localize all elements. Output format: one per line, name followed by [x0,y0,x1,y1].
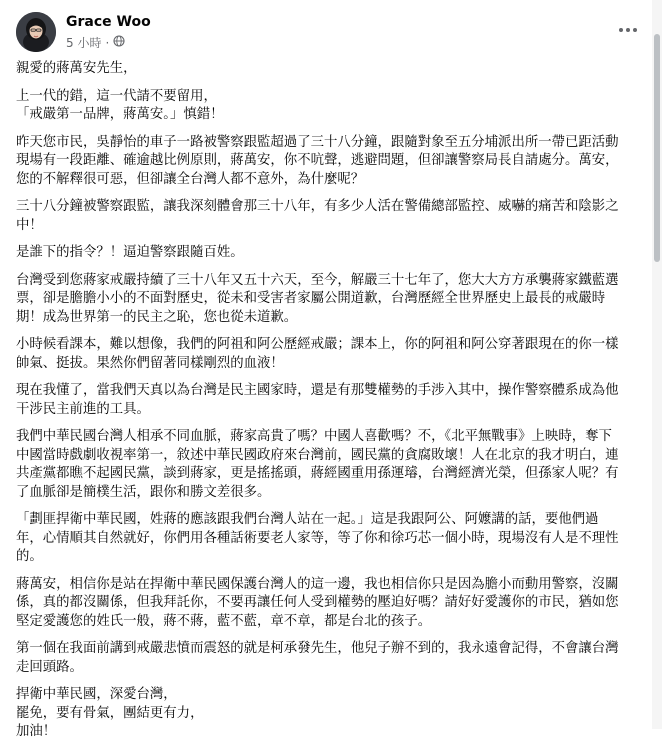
avatar[interactable] [16,12,56,52]
post-paragraph [16,198,646,235]
author-name[interactable]: Grace Woo [66,14,151,30]
paragraph-line: 期！成為世界第一的民主之恥，您也從未道歉。 [16,309,298,325]
paragraph-line: 中國當時戲劇收視率第一，敘述中華民國政府來台灣前，國民黨的貪腐敗壞！人在北京的我才明白，連 [16,447,619,463]
paragraph-line: 現場有一段距離、確逾越比例原則，蔣萬安，你不吭聲，逃避問題，但卻讓警察局長自請處分。萬安， [16,153,619,168]
more-options-button[interactable] [614,20,642,40]
more-dot [626,28,630,32]
paragraph-line: 第一個在我面前講到戒嚴悲憤而震怒的就是柯承發先生，他兒子辦不到的，我永遠會記得，不會讓台灣 [16,641,619,656]
paragraph-line: 蔣萬安，相信你是站在捍衛中華民國保護台灣人的這一邊，我也相信你只是因為膽小而動用警察，沒關 [16,576,619,592]
post-paragraph [16,272,646,328]
paragraph-line: 小時候看課本，難以想像，我們的阿祖和阿公歷經戒嚴；課本上，你的阿祖和阿公穿著跟現在的你一樣 [16,337,619,352]
paragraph-line: 您的不解釋很可惡，但卻讓全台灣人都不意外，為什麼呢？ [16,171,365,187]
paragraph-line: 台灣受到您蔣家戒嚴持續了三十八年又五十六天，至今，解嚴三十七年了，您大大方方承襲蔣家鐵藍選 [16,272,619,288]
paragraph-line: 「戒嚴第一品牌，蔣萬安。」慎錯！ [16,107,224,122]
paragraph-line: 親愛的蔣萬安先生， [16,61,137,76]
post-paragraph [16,686,646,742]
paragraph-line: 我們中華民國台灣人相承不同血脈，蔣家高貴了嗎？中國人喜歡嗎？不，《北平無戰事》上映時，奪下 [16,429,612,444]
paragraph-line: 捍衛中華民國，深愛台灣， [16,687,177,702]
post-paragraph [16,134,646,190]
paragraph-line: 票，卻是膽膽小小的不面對歷史，從未和受害者家屬公開道歉，台灣歷經全世界歷史上最長的戒嚴時 [16,291,606,306]
post-meta [66,34,125,51]
meta-separator: · [105,35,110,50]
globe-icon [113,35,125,50]
more-dot [619,28,623,32]
more-dot [633,28,637,32]
paragraph-line: 走回頭路。 [16,659,83,675]
post-time[interactable]: 5 小時 [66,36,102,50]
paragraph-line: 「劃匪捍衛中華民國，姓蔣的應該跟我們台灣人站在一起。」這是我跟阿公、阿嬤講的話，要他們過 [16,512,599,527]
scrollbar-thumb[interactable] [654,34,660,262]
paragraph-line: 罷免，要有骨氣，團結更有力， [16,705,204,721]
post-header [16,12,646,54]
paragraph-line: 中！ [16,217,43,233]
post-paragraph [16,511,646,567]
post-body [16,60,646,751]
post-paragraph [16,88,646,125]
paragraph-line: 現在我懂了，當我們天真以為台灣是民主國家時，還是有那雙權勢的手涉入其中，操作警察體系成為他 [16,383,619,398]
paragraph-line: 的。 [16,549,43,564]
paragraph-line: 了血脈卻是簡樸生活，跟你和勝文差很多。 [16,484,271,500]
post-paragraph [16,428,646,502]
avatar-image [16,12,56,52]
post-paragraph [16,244,646,263]
post-paragraph [16,336,646,373]
paragraph-line: 年，心情順其自然就好，你們用各種話術要老人家等，等了你和徐巧芯一個小時，現場沒有人是不理性 [16,530,619,546]
paragraph-line: 干涉民主前進的工具。 [16,401,150,417]
post-paragraph [16,640,646,677]
post-paragraph [16,382,646,419]
paragraph-line: 帥氣、挺拔。果然你們留著同樣剛烈的血液！ [16,355,284,371]
paragraph-line: 昨天您市民，吳靜怡的車子一路被警察跟監超過了三十八分鐘，跟隨對象至五分埔派出所一帶已距活動 [16,134,619,150]
post-paragraph [16,60,646,79]
paragraph-line: 係，真的都沒關係，但我拜託你，不要再讓任何人受到權勢的壓迫好嗎？請好好愛護你的市民，猶如您 [16,595,619,610]
scrollbar[interactable] [652,0,662,729]
paragraph-line: 堅定愛護您的姓氏一般，蔣不蔣，藍不藍，章不章，都是台北的孩子。 [16,613,432,629]
paragraph-line: 共產黨都瞧不起國民黨，談到蔣家，更是搖搖頭，蔣經國重用孫運璿，台灣經濟光榮，但孫家人呢？有 [16,466,619,481]
paragraph-line: 加油！ [16,724,57,739]
paragraph-line: 三十八分鐘被警察跟監，讓我深刻體會那三十八年，有多少人活在警備總部監控、威嚇的痛苦和陰影之 [16,199,619,214]
post-paragraph [16,576,646,632]
paragraph-line: 上一代的錯，這一代請不要留用， [16,88,217,104]
paragraph-line: 是誰下的指令？！逼迫警察跟隨百姓。 [16,245,244,260]
